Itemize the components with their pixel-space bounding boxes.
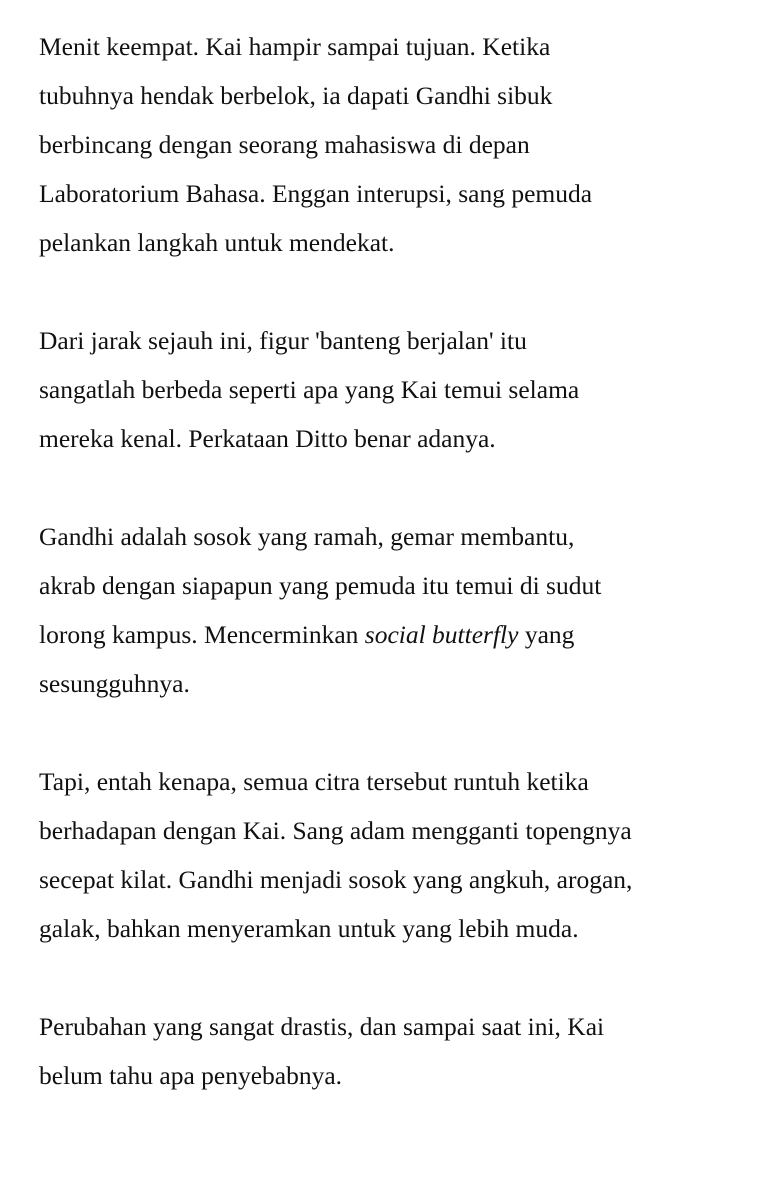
text-line: Gandhi adalah sosok yang ramah, gemar membantu, — [39, 522, 575, 551]
text-line: secepat kilat. Gandhi menjadi sosok yang angkuh, arogan, — [39, 865, 633, 894]
text-line: berbincang dengan seorang mahasiswa di depan — [39, 130, 530, 159]
text-line: sangatlah berbeda seperti apa yang Kai temui selama — [39, 375, 580, 404]
text-line: Perubahan yang sangat drastis, dan sampai saat ini, Kai — [39, 1012, 605, 1041]
paragraph-4 — [39, 757, 749, 953]
text-line: mereka kenal. Perkataan Ditto benar adanya. — [39, 424, 496, 453]
text-line: Laboratorium Bahasa. Enggan interupsi, sang pemuda — [39, 179, 593, 208]
text-segment: yang — [518, 620, 575, 649]
text-line: tubuhnya hendak berbelok, ia dapati Gandhi sibuk — [39, 81, 553, 110]
text-line: galak, bahkan menyeramkan untuk yang lebih muda. — [39, 914, 579, 943]
text-line: pelankan langkah untuk mendekat. — [39, 228, 395, 257]
paragraph-2 — [39, 316, 749, 463]
text-line: Dari jarak sejauh ini, figur 'banteng berjalan' itu — [39, 326, 527, 355]
paragraph-3 — [39, 512, 749, 708]
text-line: belum tahu apa penyebabnya. — [39, 1061, 343, 1090]
italic-phrase: social butterfly — [364, 620, 519, 649]
text-line: Tapi, entah kenapa, semua citra tersebut runtuh ketika — [39, 767, 589, 796]
text-line: akrab dengan siapapun yang pemuda itu temui di sudut — [39, 571, 602, 600]
text-line: sesungguhnya. — [39, 669, 190, 698]
story-text — [39, 22, 749, 1100]
text-line: Menit keempat. Kai hampir sampai tujuan. Ketika — [39, 32, 551, 61]
text-line: berhadapan dengan Kai. Sang adam mengganti topengnya — [39, 816, 632, 845]
paragraph-5 — [39, 1002, 749, 1100]
text-segment: lorong kampus. Mencerminkan — [39, 620, 365, 649]
text-line-with-italic — [39, 610, 749, 659]
paragraph-1 — [39, 22, 749, 267]
